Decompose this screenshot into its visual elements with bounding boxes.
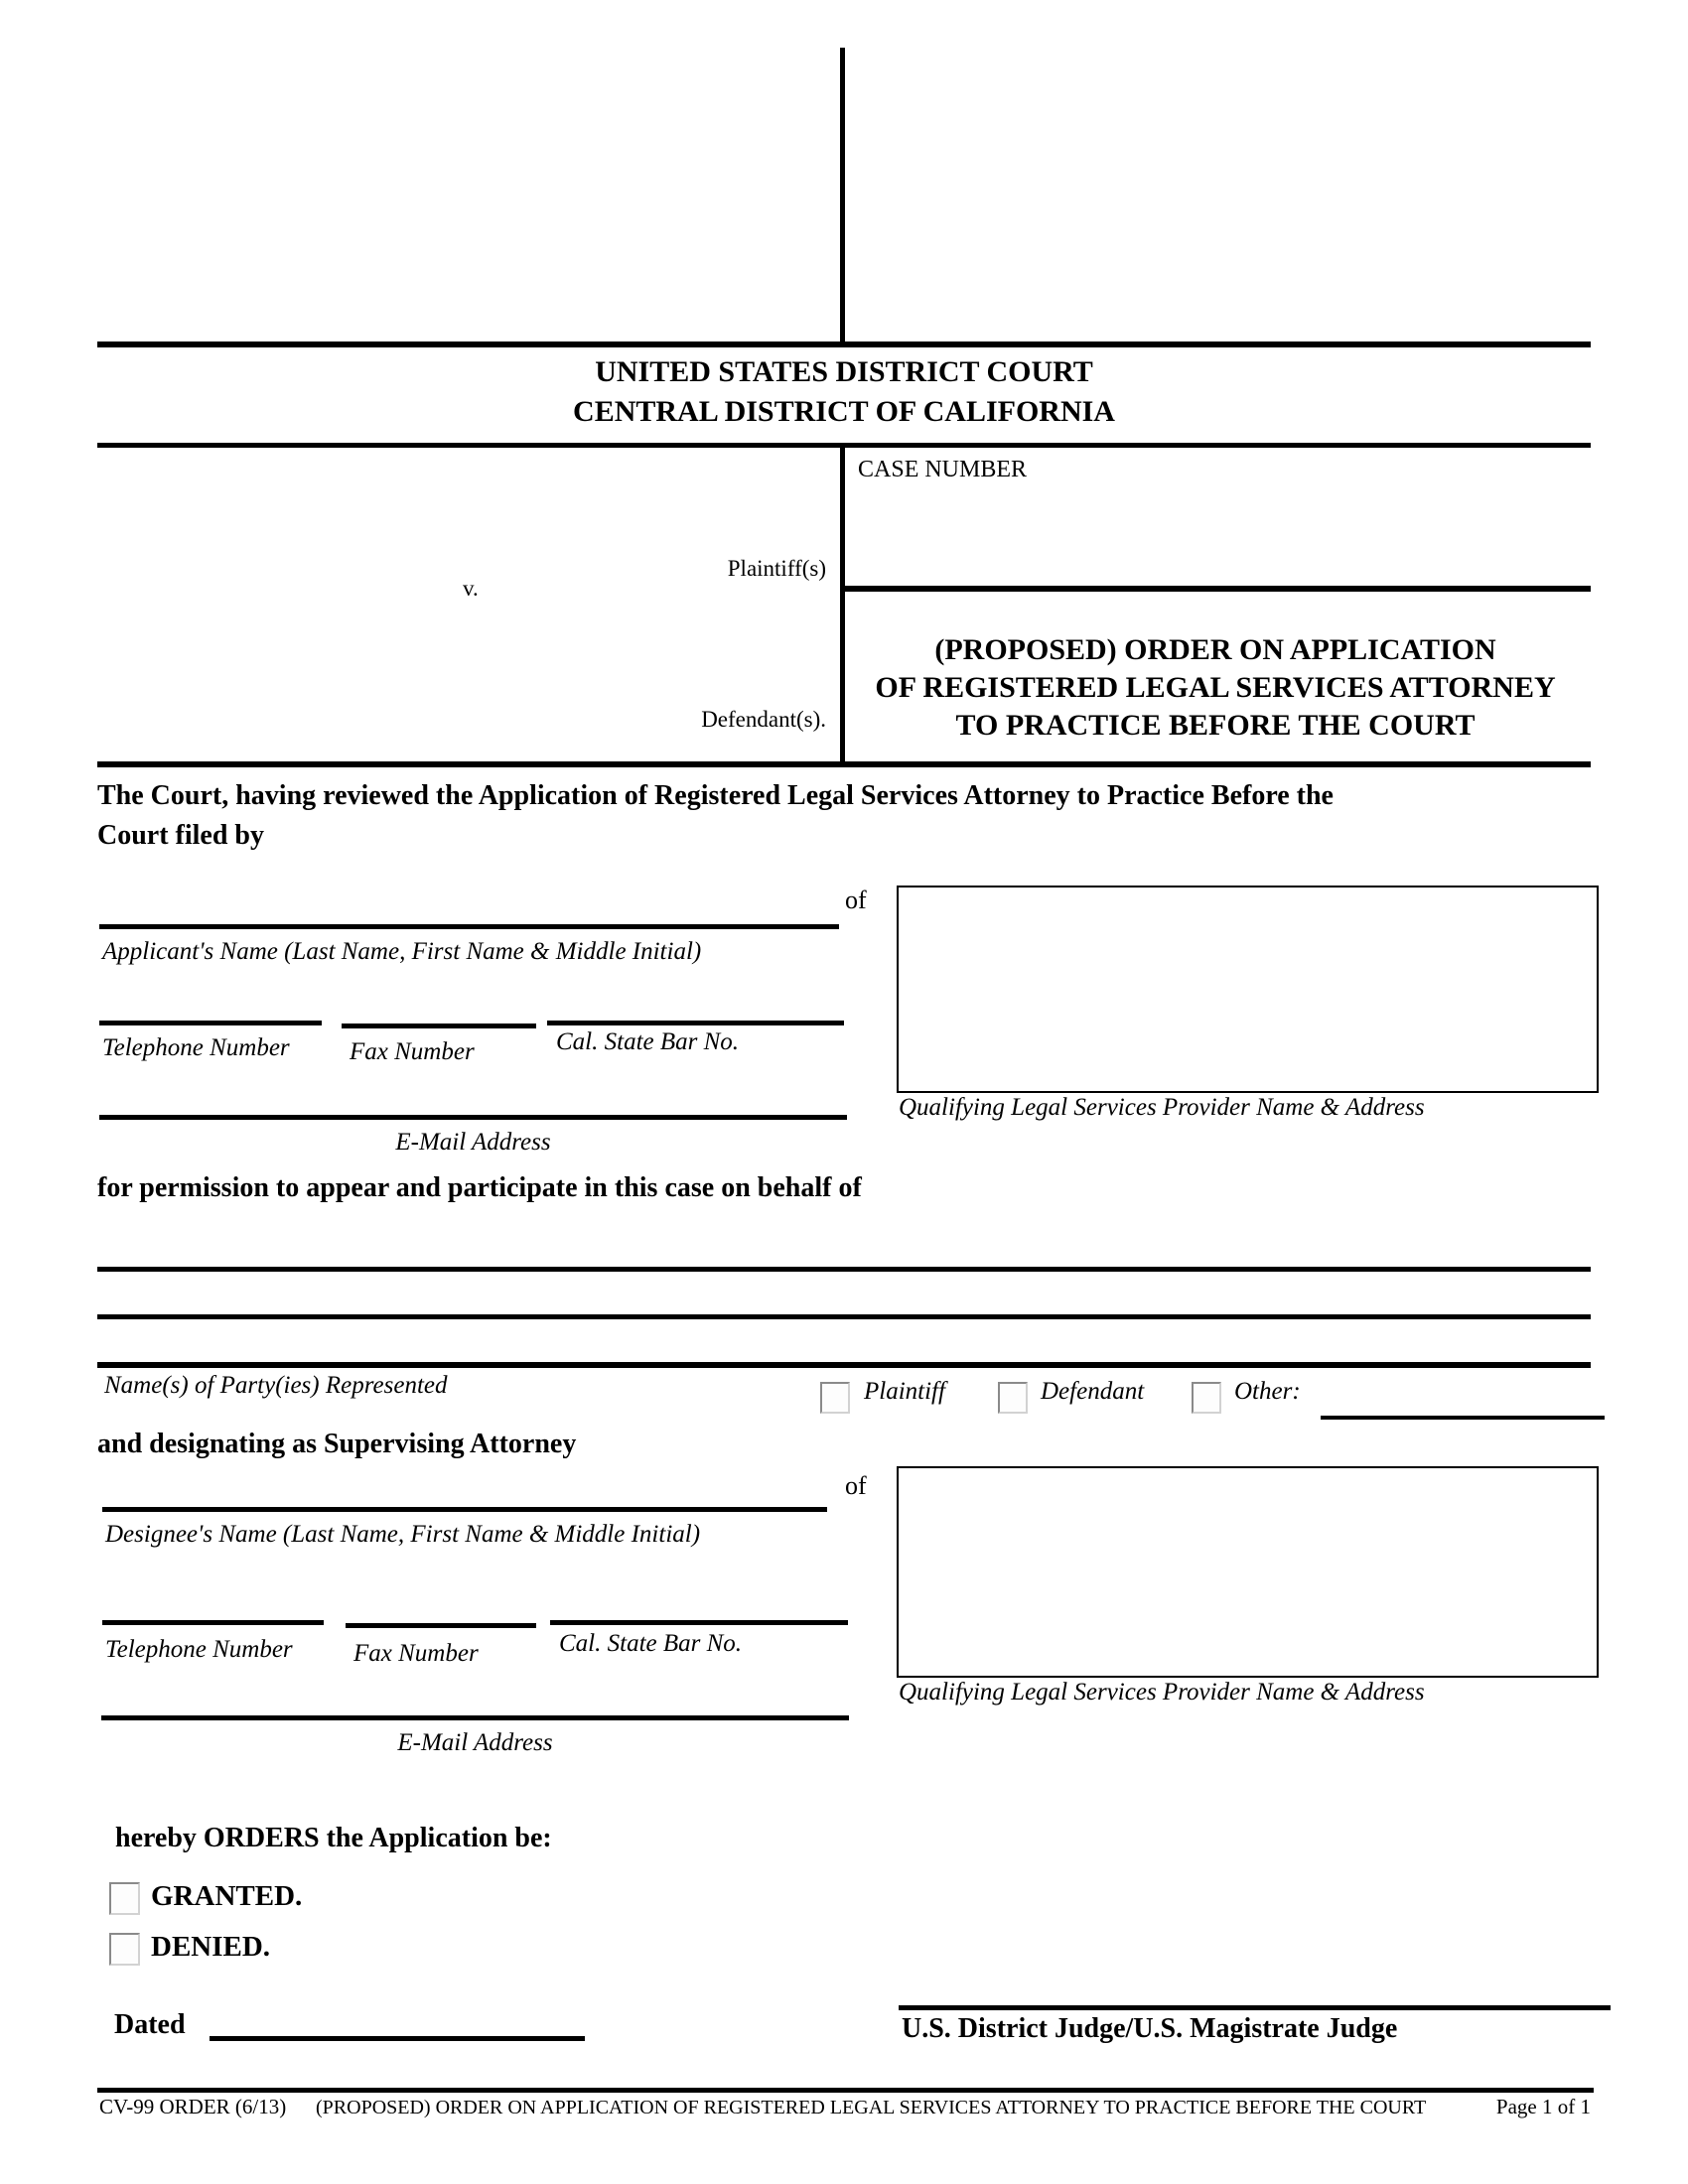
applicant-email-field[interactable] xyxy=(99,1082,847,1114)
defendant-checkbox-label: Defendant xyxy=(1041,1378,1145,1405)
applicant-bar-field[interactable] xyxy=(547,989,844,1019)
footer-form-number: CV-99 ORDER (6/13) xyxy=(99,2095,287,2118)
designee-fax-underline[interactable] xyxy=(346,1623,536,1628)
header-rule-top xyxy=(97,341,1591,347)
caption-bottom-rule xyxy=(97,761,1591,767)
footer-rule xyxy=(97,2088,1594,2093)
caption-top-divider-vertical xyxy=(840,48,845,343)
designee-bar-underline[interactable] xyxy=(550,1620,848,1625)
designee-fax-field[interactable] xyxy=(346,1591,536,1621)
intro-line2: Court filed by xyxy=(97,820,264,851)
plaintiff-label: Plaintiff(s) xyxy=(727,556,826,581)
other-checkbox-label: Other: xyxy=(1234,1378,1301,1405)
denied-label: DENIED. xyxy=(151,1931,271,1963)
judge-label: U.S. District Judge/U.S. Magistrate Judge xyxy=(902,2013,1398,2044)
caption-right-middle-rule xyxy=(840,586,1591,592)
applicant-provider-input-box[interactable] xyxy=(897,886,1599,1093)
court-name-line2: CENTRAL DISTRICT OF CALIFORNIA xyxy=(573,395,1115,428)
designee-provider-input-box[interactable] xyxy=(897,1466,1599,1678)
order-title-line1: (PROPOSED) ORDER ON APPLICATION xyxy=(934,633,1496,666)
designee-fax-label: Fax Number xyxy=(353,1640,479,1667)
other-underline[interactable] xyxy=(1321,1416,1605,1420)
applicant-telephone-label: Telephone Number xyxy=(102,1034,290,1061)
granted-checkbox[interactable] xyxy=(109,1882,140,1915)
applicant-fax-label: Fax Number xyxy=(350,1038,475,1065)
designee-email-field[interactable] xyxy=(101,1683,849,1714)
footer-page-number: Page 1 of 1 xyxy=(1495,2095,1591,2118)
applicant-name-underline[interactable] xyxy=(99,924,839,929)
party-names-field[interactable] xyxy=(97,1231,1591,1265)
of-label-designee: of xyxy=(845,1471,867,1500)
dated-field[interactable] xyxy=(210,2005,585,2035)
designee-email-underline[interactable] xyxy=(101,1715,849,1720)
designee-bar-label: Cal. State Bar No. xyxy=(559,1630,743,1657)
designee-telephone-underline[interactable] xyxy=(102,1620,324,1625)
of-label-applicant: of xyxy=(845,886,867,914)
dated-underline[interactable] xyxy=(210,2036,585,2041)
permission-text: for permission to appear and participate in this case on behalf of xyxy=(97,1172,862,1203)
granted-label: GRANTED. xyxy=(151,1880,303,1912)
other-checkbox[interactable] xyxy=(1192,1382,1221,1414)
footer-form-title: (PROPOSED) ORDER ON APPLICATION OF REGISTERED LEGAL SERVICES ATTORNEY TO PRACTICE BEFORE THE COURT xyxy=(316,2097,1427,2118)
order-title-line3: TO PRACTICE BEFORE THE COURT xyxy=(955,709,1476,742)
designee-name-label: Designee's Name (Last Name, First Name & Middle Initial) xyxy=(105,1521,701,1548)
designee-name-field[interactable] xyxy=(102,1474,827,1506)
designee-email-label: E-Mail Address xyxy=(397,1729,553,1756)
party-names-label: Name(s) of Party(ies) Represented xyxy=(104,1372,448,1399)
applicant-provider-label: Qualifying Legal Services Provider Name & Address xyxy=(899,1094,1425,1121)
judge-signature-line[interactable] xyxy=(899,2005,1611,2010)
party-names-line3[interactable] xyxy=(97,1362,1591,1368)
intro-line1: The Court, having reviewed the Application of Registered Legal Services Attorney to Practice Before the xyxy=(97,780,1334,811)
applicant-telephone-field[interactable] xyxy=(99,989,322,1019)
designee-name-underline[interactable] xyxy=(102,1507,827,1512)
applicant-telephone-underline[interactable] xyxy=(99,1021,322,1025)
case-number-label: CASE NUMBER xyxy=(858,457,1028,482)
applicant-email-underline[interactable] xyxy=(99,1115,847,1120)
applicant-fax-underline[interactable] xyxy=(342,1024,536,1028)
applicant-name-field[interactable] xyxy=(99,891,839,923)
applicant-email-label: E-Mail Address xyxy=(395,1129,551,1156)
party-names-line1[interactable] xyxy=(97,1267,1591,1272)
applicant-name-label: Applicant's Name (Last Name, First Name & Middle Initial) xyxy=(102,938,702,965)
plaintiff-checkbox[interactable] xyxy=(820,1382,850,1414)
applicant-fax-field[interactable] xyxy=(342,992,536,1022)
applicant-bar-label: Cal. State Bar No. xyxy=(556,1028,740,1055)
orders-heading: hereby ORDERS the Application be: xyxy=(115,1823,552,1853)
designee-provider-label: Qualifying Legal Services Provider Name & Address xyxy=(899,1679,1425,1706)
versus-label: v. xyxy=(463,576,479,601)
designee-telephone-label: Telephone Number xyxy=(105,1636,293,1663)
applicant-bar-underline[interactable] xyxy=(547,1021,844,1025)
court-name-line1: UNITED STATES DISTRICT COURT xyxy=(595,355,1093,388)
designee-bar-field[interactable] xyxy=(550,1588,848,1618)
other-field[interactable] xyxy=(1321,1384,1605,1414)
designating-text: and designating as Supervising Attorney xyxy=(97,1429,577,1459)
party-names-line2[interactable] xyxy=(97,1314,1591,1319)
order-title-line2: OF REGISTERED LEGAL SERVICES ATTORNEY xyxy=(875,671,1556,704)
dated-label: Dated xyxy=(114,2009,186,2040)
denied-checkbox[interactable] xyxy=(109,1933,140,1966)
defendant-checkbox[interactable] xyxy=(998,1382,1028,1414)
defendant-label: Defendant(s). xyxy=(701,707,826,732)
plaintiff-checkbox-label: Plaintiff xyxy=(864,1378,945,1405)
designee-telephone-field[interactable] xyxy=(102,1588,324,1618)
case-number-field[interactable] xyxy=(858,491,1573,571)
